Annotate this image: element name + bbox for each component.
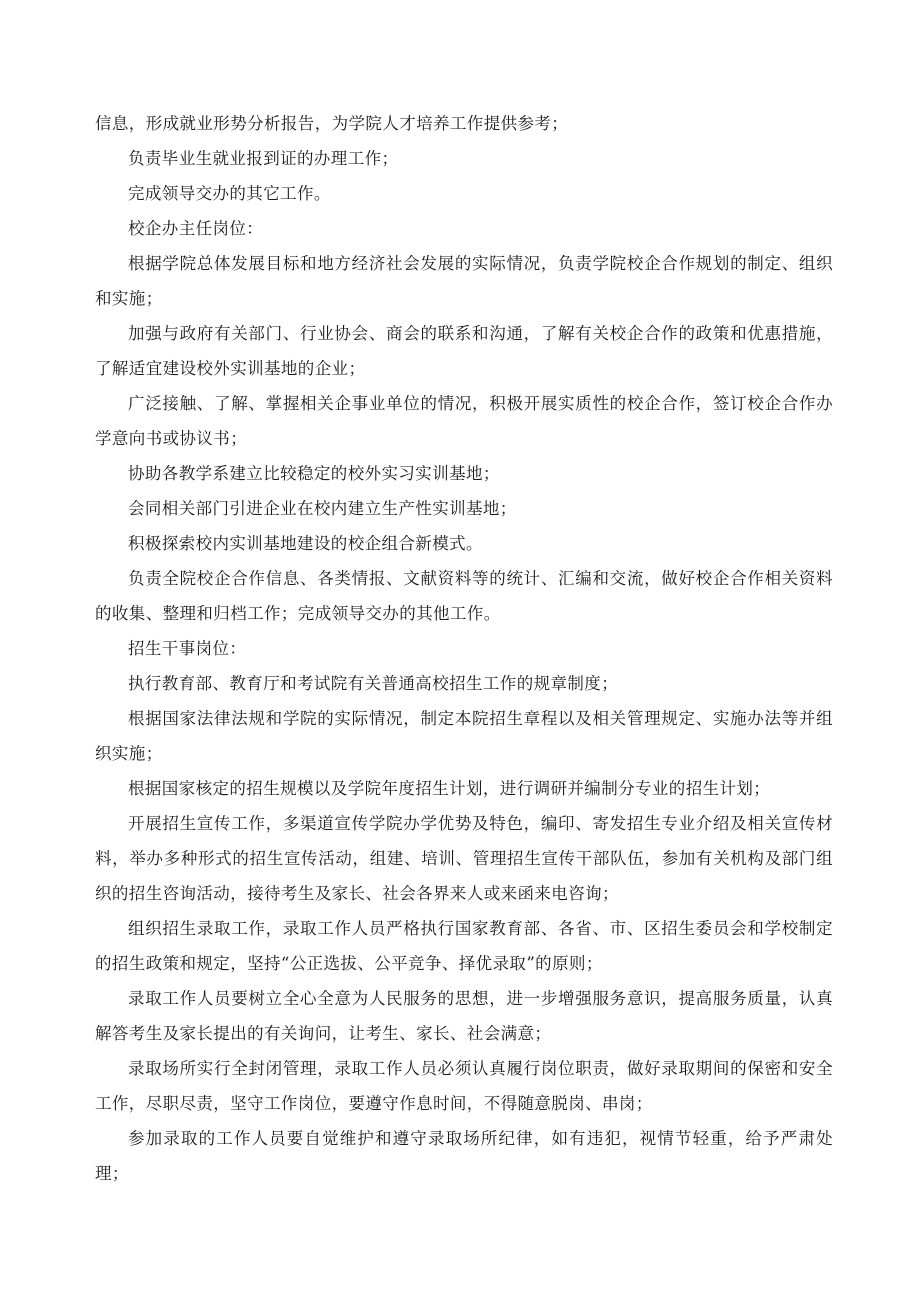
paragraph: 广泛接触、了解、掌握相关企事业单位的情况，积极开展实质性的校企合作，签订校企合作办学意向书或协议书； <box>95 394 833 448</box>
paragraph: 根据国家法律法规和学院的实际情况，制定本院招生章程以及相关管理规定、实施办法等并组织实施； <box>95 709 833 763</box>
paragraph: 完成领导交办的其它工作。 <box>128 184 331 203</box>
paragraph: 积极探索校内实训基地建设的校企组合新模式。 <box>128 534 483 553</box>
paragraph: 协助各教学系建立比较稳定的校外实习实训基地； <box>128 464 500 483</box>
paragraph: 加强与政府有关部门、行业协会、商会的联系和沟通，了解有关校企合作的政策和优惠措施，了解适宜建设校外实训基地的企业； <box>95 324 833 378</box>
section-heading-zhaosheng: 招生干事岗位： <box>128 639 247 658</box>
paragraph: 负责毕业生就业报到证的办理工作； <box>128 149 399 168</box>
paragraph: 信息，形成就业形势分析报告，为学院人才培养工作提供参考； <box>95 114 569 133</box>
paragraph: 根据国家核定的招生规模以及学院年度招生计划，进行调研并编制分专业的招生计划； <box>128 779 771 798</box>
paragraph: 组织招生录取工作，录取工作人员严格执行国家教育部、各省、市、区招生委员会和学校制定的招生政策和规定，坚持“公正选拔、公平竞争、择优录取”的原则； <box>95 919 833 973</box>
document-body <box>95 106 833 1191</box>
paragraph: 负责全院校企合作信息、各类情报、文献资料等的统计、汇编和交流，做好校企合作相关资料的收集、整理和归档工作；完成领导交办的其他工作。 <box>95 569 833 623</box>
paragraph: 参加录取的工作人员要自觉维护和遵守录取场所纪律，如有违犯，视情节轻重，给予严肃处理； <box>95 1129 833 1183</box>
section-heading-xiaoqiban: 校企办主任岗位： <box>128 219 264 238</box>
paragraph: 录取工作人员要树立全心全意为人民服务的思想，进一步增强服务意识，提高服务质量，认真解答考生及家长提出的有关询问，让考生、家长、社会满意； <box>95 989 833 1043</box>
paragraph: 开展招生宣传工作，多渠道宣传学院办学优势及特色，编印、寄发招生专业介绍及相关宣传材料，举办多种形式的招生宣传活动，组建、培训、管理招生宣传干部队伍，参加有关机构及部门组织的招生咨询活动，接待考生及家长、社会各界来人或来函来电咨询； <box>95 814 833 903</box>
paragraph: 执行教育部、教育厅和考试院有关普通高校招生工作的规章制度； <box>128 674 619 693</box>
paragraph: 根据学院总体发展目标和地方经济社会发展的实际情况，负责学院校企合作规划的制定、组织和实施； <box>95 254 833 308</box>
paragraph: 录取场所实行全封闭管理，录取工作人员必须认真履行岗位职责，做好录取期间的保密和安全工作，尽职尽责，坚守工作岗位，要遵守作息时间，不得随意脱岗、串岗； <box>95 1059 833 1113</box>
paragraph: 会同相关部门引进企业在校内建立生产性实训基地； <box>128 499 517 518</box>
